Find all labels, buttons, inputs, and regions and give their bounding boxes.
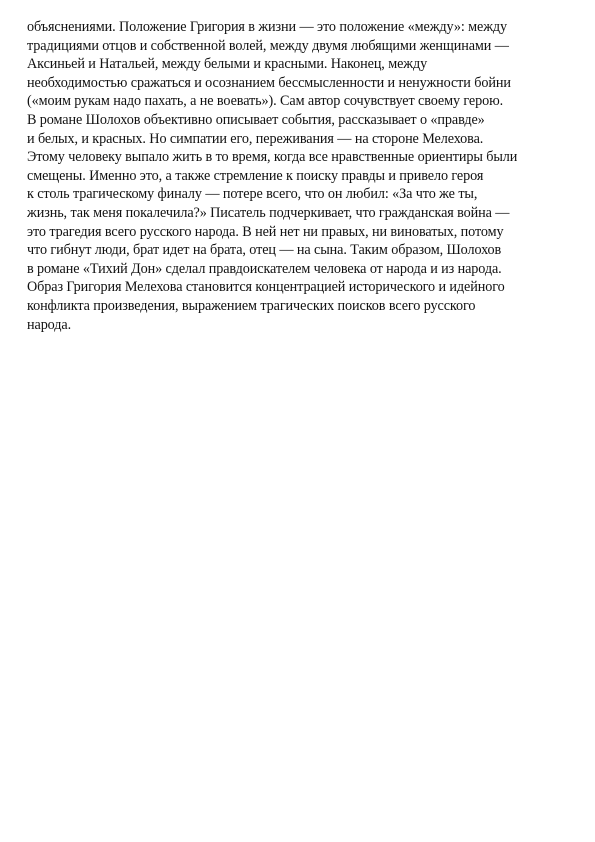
text-line: Аксиньей и Натальей, между белыми и красными. Наконец, между — [27, 56, 428, 73]
text-line: и белых, и красных. Но симпатии его, переживания — на стороне Мелехова. — [27, 130, 484, 147]
text-line: В романе Шолохов объективно описывает события, рассказывает о «правде» — [27, 111, 485, 128]
body-text — [27, 18, 575, 334]
text-line: конфликта произведения, выражением трагических поисков всего русского — [27, 297, 476, 314]
text-line: это трагедия всего русского народа. В ней нет ни правых, ни виноватых, потому — [27, 223, 504, 240]
text-line: народа. — [27, 316, 72, 333]
text-line: жизнь, так меня покалечила?» Писатель подчеркивает, что гражданская война — — [27, 204, 510, 221]
text-line: необходимостью сражаться и осознанием бессмысленности и ненужности бойни — [27, 74, 511, 91]
text-line: традициями отцов и собственной волей, между двумя любящими женщинами — — [27, 37, 509, 54]
text-line: к столь трагическому финалу — потере всего, что он любил: «За что же ты, — [27, 186, 478, 203]
text-line: Образ Григория Мелехова становится концентрацией исторического и идейного — [27, 279, 505, 296]
text-line: объяснениями. Положение Григория в жизни — это положение «между»: между — [27, 19, 508, 35]
text-line: в романе «Тихий Дон» сделал правдоискателем человека от народа и из народа. — [27, 260, 502, 277]
text-line: («моим рукам надо пахать, а не воевать»). Сам автор сочувствует своему герою. — [27, 93, 504, 110]
text-line: Этому человеку выпало жить в то время, когда все нравственные ориентиры были — [27, 149, 518, 166]
text-line: что гибнут люди, брат идет на брата, отец — на сына. Таким образом, Шолохов — [27, 242, 502, 259]
text-line: смещены. Именно это, а также стремление к поиску правды и привело героя — [27, 167, 484, 184]
